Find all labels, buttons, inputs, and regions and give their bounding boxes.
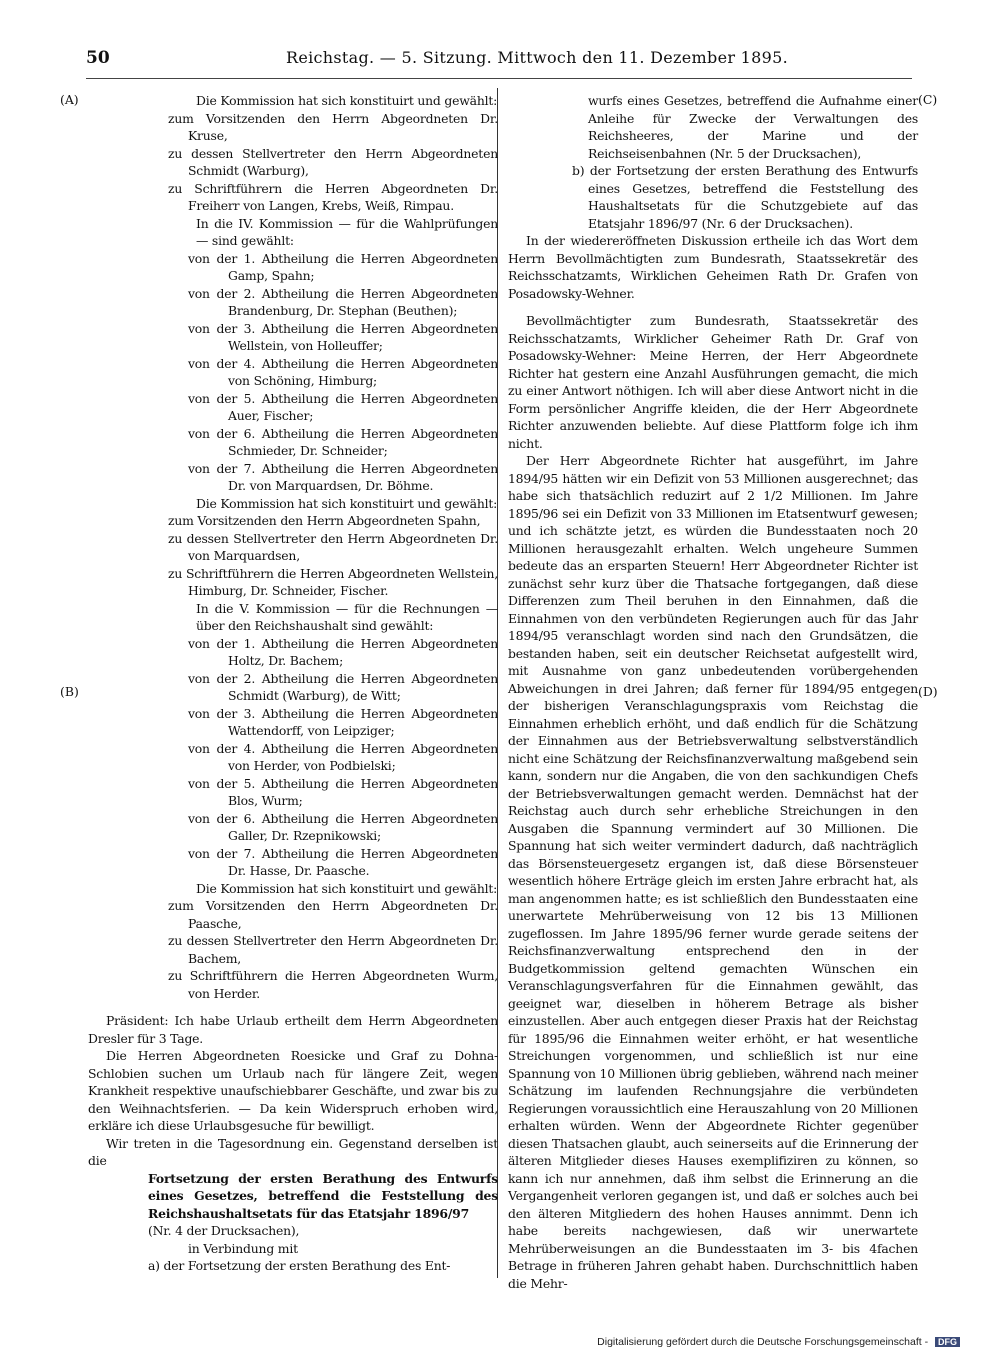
text-paragraph: Wir treten in die Tagesordnung ein. Gegenstand derselben ist die [88,1135,498,1168]
text-paragraph: von der 4. Abtheilung die Herren Abgeordneten von Schöning, Himburg; [188,355,498,388]
page-header [86,48,912,76]
text-paragraph: von der 5. Abtheilung die Herren Abgeordneten Auer, Fischer; [188,390,498,423]
text-paragraph: von der 6. Abtheilung die Herren Abgeordneten Galler, Dr. Rzepnikowski; [188,810,498,843]
text-paragraph: von der 2. Abtheilung die Herren Abgeordneten Brandenburg, Dr. Stephan (Beuthen); [188,285,498,318]
text-paragraph: von der 1. Abtheilung die Herren Abgeordneten Gamp, Spahn; [188,250,498,283]
text-paragraph: von der 4. Abtheilung die Herren Abgeordneten von Herder, von Podbielski; [188,740,498,773]
text-paragraph: von der 7. Abtheilung die Herren Abgeordneten Dr. Hasse, Dr. Paasche. [188,845,498,878]
text-paragraph: von der 2. Abtheilung die Herren Abgeordneten Schmidt (Warburg), de Witt; [188,670,498,703]
text-paragraph: wurfs eines Gesetzes, betreffend die Aufnahme einer Anleihe für Zwecke der Verwaltungen des Reichsheeres, der Marine und der Reichseisenbahnen (Nr. 5 der Drucksachen), [588,93,918,161]
text-paragraph: zu dessen Stellvertreter den Herrn Abgeordneten Schmidt (Warburg), [168,145,498,178]
president-statement: Präsident: Ich habe Urlaub ertheilt dem Herrn Abgeordneten Dresler für 3 Tage. [88,1013,498,1046]
speech-paragraph: Der Herr Abgeordnete Richter hat ausgeführt, im Jahre 1894/95 hätten wir ein Defizit von 53 Millionen ausgerechnet; das habe sich thatsächlich reduzirt auf 2 1/2 Millionen. Im Jahre 1895/96 sei ein Defizit von 33 Millionen im Etatsentwurf gewesen; und ich schätzte jetzt, es würden die Bundesstaaten noch 20 Millionen herausgezahlt erhalten. Welch ungeheure Summen bedeute das an ersparten Steuern! Herr Abgeordneter Richter ist zunächst sehr kurz über die Thatsache fortgegangen, daß diese Differenzen zum Theil beruhen in den Einnahmen, daß die Einnahmen von den verbündeten Regierungen auch für das Jahr 1894/95 veranschlagt worden sind nach den Grundsätzen, die bestanden haben, seit ein deutscher Reichsetat aufgestellt wird, mit Ausnahme von ganz unbedeutenden vorübergehenden Abweichungen in drei Jahren; daß ferner für 1894/95 entgegen der bisherigen Veranschlagungspraxis vom Reichstag die Einnahmen erheblich erhöht, und daß endlich für die Schätzung der Einnahmen aus der Betriebsverwaltung selbstverständlich nicht eine Schätzung der Reichsfinanzverwaltung maßgebend sein kann, sondern nur die Angaben, die von den sachkundigen Chefs der Betriebsverwaltungen gemacht werden. Demnächst hat der Reichstag auch durch sehr erhebliche Streichungen in den Ausgaben die Spannung vermindert auf 30 Millionen. Die Spannung hat sich weiter vermindert dadurch, daß nachträglich das Börsensteuergesetz ergangen ist, daß diese Börsensteuer wesentlich höhere Erträge gleich im ersten Jahre erbracht hat, als man angenommen hatte; es ist schließlich den Bundesstaaten eine unerwartete Mehrüberweisung von 12 bis 13 Millionen zugeflossen. Im Jahre 1895/96 ferner wurde gerade seitens der Reichsfinanzverwaltung entsprechend den in der Budgetkommission geltend gemachten Wünschen ein Veranschlagungsverfahren für die Einnahmen gewählt, das geeignet war, dieselben in höherem Betrage als bisher einzustellen. Aber auch entgegen dieser Praxis hat der Reichstag für 1895/96 die Einnahmen weiter erhöht, er hat wesentliche Streichungen vorgenommen, und schließlich ist nur eine Spannung von 10 Millionen übrig geblieben, während nach meiner Schätzung im laufenden Rechnungsjahre die verbündeten Regierungen voraussichtlich eine Herauszahlung von 20 Millionen erhalten würden. Wenn der Abgeordnete Richter gegenüber diesen Thatsachen glaubt, auch seinerseits auf die Erinnerung der älteren Mitglieder dieses Hauses exemplifiziren zu können, so kann ich nur annehmen, daß ihm selbst die Erinnerung an die Vergangenheit verloren gegangen ist, und daß er solches auch bei den älteren Mitgliedern des hohen Hauses annimmt. Denn ich habe bereits nachgewiesen, daß wir unerwartete Mehrüberweisungen an die Bundesstaaten im 3- bis 4fachen Betrage in früheren Jahren gehabt haben. Durchschnittlich haben die Mehr- [508,453,918,1291]
text-paragraph: Die Kommission hat sich konstituirt und gewählt: [196,93,498,108]
left-column [88,92,498,1275]
text-paragraph: In die V. Kommission — für die Rechnungen — über den Reichshaushalt sind gewählt: [196,600,498,633]
text-paragraph: (Nr. 4 der Drucksachen), [148,1223,300,1238]
text-paragraph: a) der Fortsetzung der ersten Berathung des Ent- [148,1258,451,1273]
text-paragraph: In der wiedereröffneten Diskussion ertheile ich das Wort dem Herrn Bevollmächtigten zum Bundesrath, Staatssekretär des Reichsschatzamts, Wirklichen Geheimen Rath Dr. Grafen von Posadowsky-Wehner. [508,233,918,301]
dfg-logo: DFG [935,1337,960,1347]
right-column [508,92,918,1292]
text-paragraph: von der 1. Abtheilung die Herren Abgeordneten Holtz, Dr. Bachem; [188,635,498,668]
margin-mark-c: (C) [918,92,938,107]
page-number: 50 [86,48,110,68]
digitization-credit [597,1336,960,1348]
text-paragraph: Die Herren Abgeordneten Roesicke und Graf zu Dohna-Schlobien suchen um Urlaub nach für längere Zeit, wegen Krankheit respektive unaufschiebbarer Geschäfte, und zwar bis zu den Weihnachtsferien. — Da kein Widerspruch erhoben wird, erkläre ich diese Urlaubsgesuche für bewilligt. [88,1048,498,1133]
text-paragraph: zu Schriftführern die Herren Abgeordneten Wurm, von Herder. [168,968,498,1001]
text-paragraph: b) der Fortsetzung der ersten Berathung des Entwurfs eines Gesetzes, betreffend die Feststellung des Haushaltsetats für die Schutzgebiete auf das Etatsjahr 1896/97 (Nr. 6 der Drucksachen). [572,163,918,231]
text-paragraph: in Verbindung mit [188,1240,298,1256]
text-paragraph: von der 5. Abtheilung die Herren Abgeordneten Blos, Wurm; [188,775,498,808]
text-paragraph: zum Vorsitzenden den Herrn Abgeordneten Spahn, [168,513,481,528]
credit-text: Digitalisierung gefördert durch die Deutsche Forschungsgemeinschaft - [597,1336,929,1348]
text-paragraph: Die Kommission hat sich konstituirt und gewählt: [196,880,498,896]
text-paragraph: zu Schriftführern die Herren Abgeordneten Wellstein, Himburg, Dr. Schneider, Fischer. [168,565,498,598]
text-paragraph: In die IV. Kommission — für die Wahlprüfungen — sind gewählt: [196,215,498,248]
text-paragraph: von der 6. Abtheilung die Herren Abgeordneten Schmieder, Dr. Schneider; [188,425,498,458]
header-rule [86,78,912,79]
margin-mark-d: (D) [918,684,938,699]
running-title: Reichstag. — 5. Sitzung. Mittwoch den 11. Dezember 1895. [286,48,788,67]
speech-paragraph: Bevollmächtigter zum Bundesrath, Staatssekretär des Reichsschatzamts, Wirklicher Geheimer Rath Dr. Graf von Posadowsky-Wehner: Meine Herren, der Herr Abgeordnete Richter hat gestern eine Anzahl Ausführungen gemacht, die mich zu einer Antwort nöthigen. Ich will aber diese Antwort nicht in die Form persönlicher Angriffe kleiden, die der Herr Abgeordnete Richter anzuwenden beliebte. Auf diese Plattform folge ich ihm nicht. [508,313,918,451]
text-paragraph: von der 3. Abtheilung die Herren Abgeordneten Wellstein, von Holleuffer; [188,320,498,353]
text-paragraph: zum Vorsitzenden den Herrn Abgeordneten Dr. Paasche, [168,898,498,931]
text-paragraph: zu Schriftführern die Herren Abgeordneten Dr. Freiherr von Langen, Krebs, Weiß, Rimpau. [168,180,498,213]
text-paragraph: zu dessen Stellvertreter den Herrn Abgeordneten Dr. von Marquardsen, [168,530,498,563]
margin-mark-a: (A) [60,92,79,107]
margin-mark-b: (B) [60,684,79,699]
text-paragraph: von der 3. Abtheilung die Herren Abgeordneten Wattendorff, von Leipziger; [188,705,498,738]
agenda-item-title: Fortsetzung der ersten Berathung des Entwurfs eines Gesetzes, betreffend die Feststellung des Reichshaushaltsetats für das Etatsjahr 1896/97 [148,1170,498,1221]
text-paragraph: zu dessen Stellvertreter den Herrn Abgeordneten Dr. Bachem, [168,933,498,966]
text-paragraph: Die Kommission hat sich konstituirt und gewählt: [196,495,498,511]
text-paragraph: zum Vorsitzenden den Herrn Abgeordneten Dr. Kruse, [168,110,498,143]
text-paragraph: von der 7. Abtheilung die Herren Abgeordneten Dr. von Marquardsen, Dr. Böhme. [188,460,498,493]
